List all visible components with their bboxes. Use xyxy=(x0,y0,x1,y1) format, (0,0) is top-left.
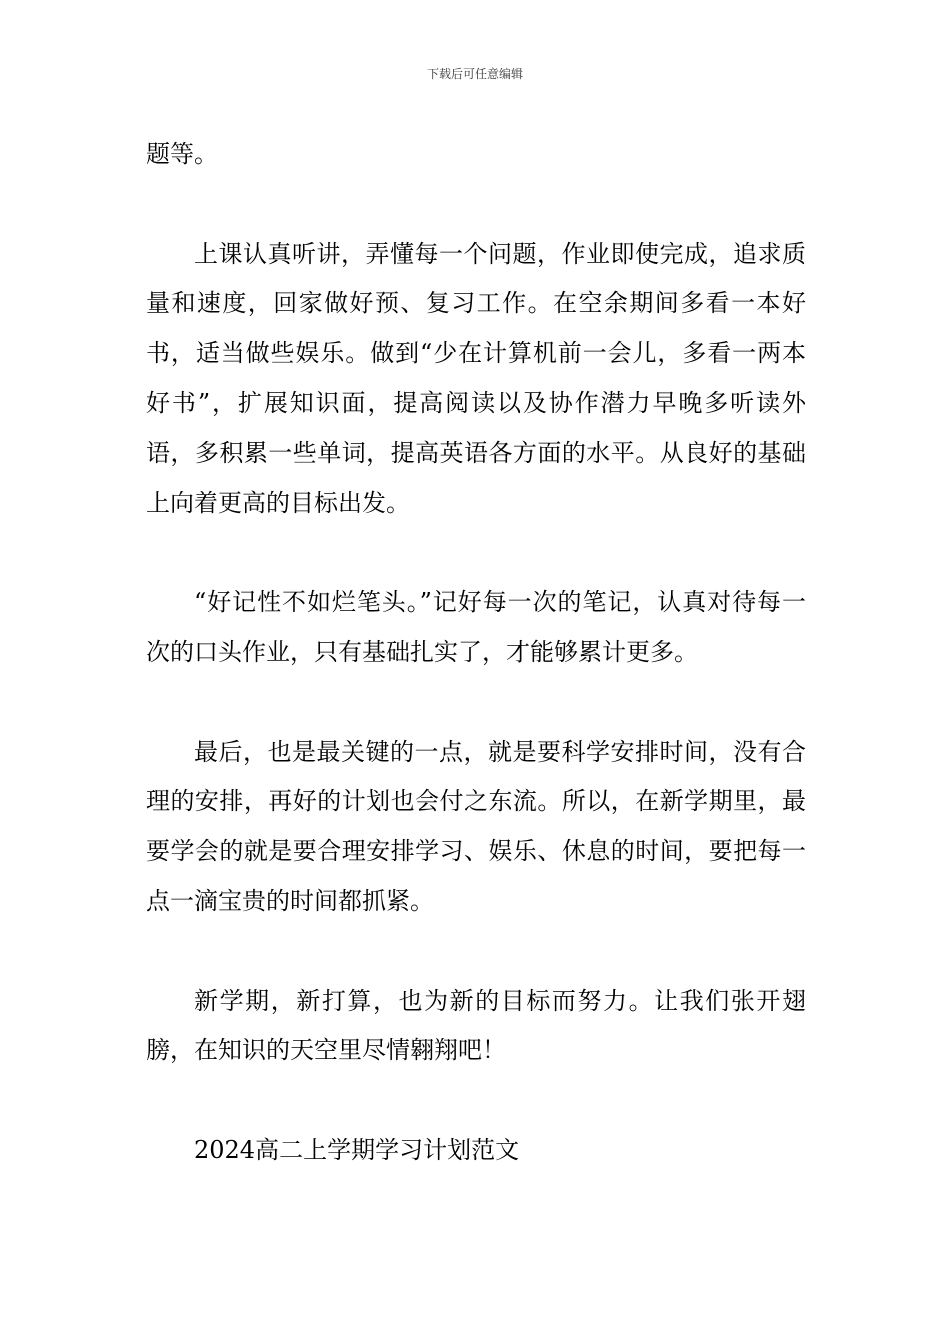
section-heading: 2024高二上学期学习计划范文 xyxy=(194,1135,520,1164)
page-header: 下载后可任意编辑 xyxy=(426,67,523,81)
paragraph-time-management: 最后，也是最关键的一点，就是要科学安排时间，没有合理的安排，再好的计划也会付之东流。所以，在新学期里，最要学会的就是要合理安排学习、娱乐、休息的时间，要把每一点一滴宝贵的时间都抓紧。 xyxy=(146,737,806,915)
paragraph-conclusion: 新学期，新打算，也为新的目标而努力。让我们张开翅膀，在知识的天空里尽情翱翔吧！ xyxy=(146,986,806,1065)
document-body xyxy=(146,130,806,1176)
paragraph-continuation: 题等。 xyxy=(146,140,218,168)
paragraph-study-habits: 上课认真听讲，弄懂每一个问题，作业即使完成，追求质量和速度，回家做好预、复习工作。在空余期间多看一本好书，适当做些娱乐。做到“少在计算机前一会儿，多看一两本好书”，扩展知识面，提高阅读以及协作潜力早晚多听读外语，多积累一些单词，提高英语各方面的水平。从良好的基础上向着更高的目标出发。 xyxy=(146,239,806,517)
paragraph-notes: “好记性不如烂笔头。”记好每一次的笔记，认真对待每一次的口头作业，只有基础扎实了，才能够累计更多。 xyxy=(146,588,806,666)
